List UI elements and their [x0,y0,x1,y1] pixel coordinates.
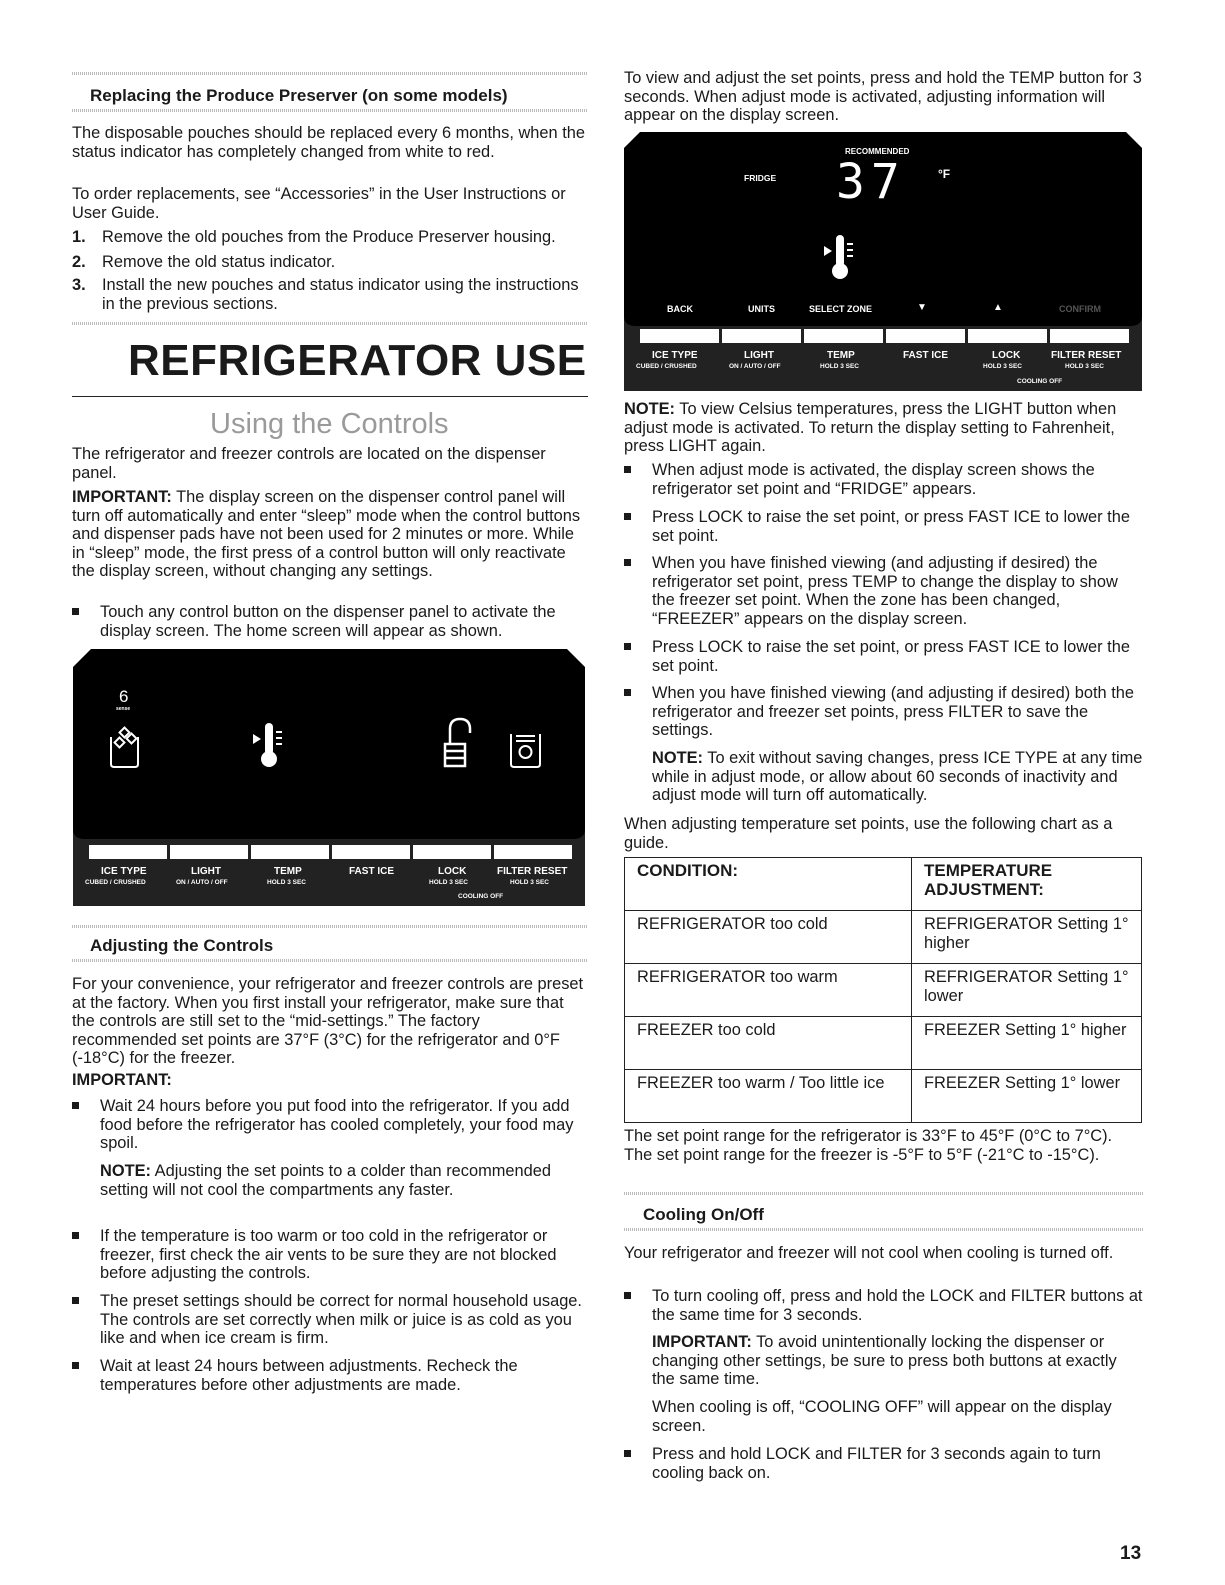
bullet-icon [72,1102,79,1109]
temperature-readout: 37 [836,154,906,210]
main-title: REFRIGERATOR USE [128,336,587,385]
cooling-heading: Cooling On/Off [643,1205,764,1224]
bullet-text: Press LOCK to raise the set point, or press FAST ICE to lower the set point. [652,508,1130,545]
sense-number: 6 [119,687,129,706]
bullet-text: The preset settings should be correct for normal household usage. The controls are set correctly when milk or juice is as cold as you like and when ice cream is firm. [100,1292,582,1347]
water-filter-icon [511,734,540,767]
step-text: Remove the old pouches from the Produce Preserver housing. [102,228,556,246]
back-button[interactable]: BACK [667,304,693,314]
filter-reset-button[interactable]: FILTER RESET [497,866,568,877]
step-number: 1. [72,228,86,246]
bullet-text: When you have finished viewing (and adjusting if desired) both the refrigerator and freezer set points, press FILTER to save the settings. [652,684,1134,739]
bullet-text: Press LOCK to raise the set point, or press FAST ICE to lower the set point. [652,638,1130,675]
temp-button[interactable]: TEMP [827,350,855,361]
step-text: Install the new pouches and status indicator using the instructions in the previous sections. [102,276,579,313]
note-text: Adjusting the set points to a colder than recommended setting will not cool the compartments any faster. [100,1162,551,1199]
lock-button[interactable]: LOCK [438,866,467,877]
divider [624,1228,1143,1231]
important-text: The display screen on the dispenser control panel will turn off automatically and enter “sleep” mode when the control buttons and dispenser pads have not been used for 2 minutes or more. While in “sleep” mode, the first press of a control button will only reactivate the display screen, without changing any settings. [72,488,581,580]
ice-type-button[interactable]: ICE TYPE [652,350,698,361]
chart-intro: When adjusting temperature set points, use the following chart as a guide. [624,815,1113,852]
important-label: IMPORTANT: [72,1071,172,1089]
button-sub-label: ON / AUTO / OFF [176,879,228,886]
adjustment-table [624,857,1142,1123]
table-cell: REFRIGERATOR too cold [625,911,912,964]
fridge-label: FRIDGE [744,173,777,183]
button-pad [886,329,965,343]
button-pad [968,329,1047,343]
table-header-row [625,858,1142,911]
table-cell: FREEZER Setting 1° higher [912,1017,1142,1070]
bullet-text: When adjust mode is activated, the display screen shows the refrigerator set point and “FRIDGE” appears. [652,461,1095,498]
button-pad [413,845,491,859]
thermometer-icon [824,235,853,279]
button-sub-label: HOLD 3 SEC [267,879,307,886]
note-label: NOTE: [652,749,703,767]
table-row [625,1017,1142,1070]
lock-icon [445,719,470,766]
fast-ice-button[interactable]: FAST ICE [349,866,395,877]
lock-button[interactable]: LOCK [992,350,1021,361]
unit-label: °F [938,167,951,181]
table-cell: FREEZER too cold [625,1017,912,1070]
section-title: Using the Controls [210,408,449,440]
bullet-text: Wait 24 hours before you put food into the refrigerator. If you add food before the refrigerator has cooled completely, your food may spoil. [100,1097,574,1152]
button-sub-label: HOLD 3 SEC [820,363,860,370]
note-text: To view Celsius temperatures, press the LIGHT button when adjust mode is activated. To return the display setting to Fahrenheit, press LIGHT again. [624,400,1117,455]
important-label: IMPORTANT: [72,488,172,506]
divider [624,1192,1143,1195]
button-sub-label: HOLD 3 SEC [429,879,469,886]
ice-bucket-icon [111,728,138,767]
bullet-text: Touch any control button on the dispenser panel to activate the display screen. The home screen will appear as shown. [100,603,556,640]
bullet-icon [72,608,79,615]
cooling-off-label: COOLING OFF [458,893,504,900]
intro-paragraph: To view and adjust the set points, press and hold the TEMP button for 3 seconds. When adjust mode is activated, adjusting information will appear on the display screen. [624,69,1142,124]
note-label: NOTE: [624,400,675,418]
important-label: IMPORTANT: [652,1333,752,1351]
fast-ice-button[interactable]: FAST ICE [903,350,949,361]
range-paragraph: The set point range for the refrigerator is 33°F to 45°F (0°C to 7°C). The set point range for the freezer is -5°F to 5°F (-21°C to -15°C). [624,1127,1113,1164]
button-pad [640,329,719,343]
produce-paragraph-2: To order replacements, see “Accessories” in the User Instructions or User Guide. [72,185,566,222]
adjusting-paragraph: For your convenience, your refrigerator and freezer controls are preset at the factory. When you first install your refrigerator, make sure that the controls are still set to the “mid-settings.” The factory recommended set points are 37°F (3°C) for the refrigerator and 0°F (-18°C) for the freezer. [72,975,584,1067]
bullet-icon [624,559,631,566]
cooling-paragraph: Your refrigerator and freezer will not cool when cooling is turned off. [624,1244,1114,1262]
bullet-text: Press and hold LOCK and FILTER for 3 seconds again to turn cooling back on. [652,1445,1101,1482]
select-zone-button[interactable]: SELECT ZONE [809,304,873,314]
ice-type-button[interactable]: ICE TYPE [101,866,147,877]
button-sub-label: ON / AUTO / OFF [729,363,781,370]
step-text: Remove the old status indicator. [102,253,336,271]
divider [72,396,588,397]
bullet-text: When you have finished viewing (and adjusting if desired) the refrigerator set point, press TEMP to change the display to show the freezer set point. When the zone has been changed, “FREEZER” appears on the display screen. [652,554,1118,628]
light-button[interactable]: LIGHT [744,350,774,361]
light-button[interactable]: LIGHT [191,866,221,877]
adjust-screen-panel [624,132,1142,391]
table-cell: REFRIGERATOR Setting 1° higher [912,911,1142,964]
sense-label: sense [116,706,131,712]
button-pad [332,845,410,859]
page-number: 13 [1120,1543,1142,1564]
divider [72,925,588,928]
table-cell: REFRIGERATOR Setting 1° lower [912,964,1142,1017]
bullet-icon [624,1450,631,1457]
bullet-icon [624,643,631,650]
column-header: CONDITION: [625,858,912,911]
bullet-icon [624,689,631,696]
cooling-off-label: COOLING OFF [1017,378,1063,385]
button-sub-label: CUBED / CRUSHED [85,879,146,886]
button-pad [251,845,329,859]
button-sub-label: CUBED / CRUSHED [636,363,697,370]
adjusting-heading: Adjusting the Controls [90,936,274,955]
bullet-text: If the temperature is too warm or too cold in the refrigerator or freezer, first check the air vents to be sure they are not blocked before adjusting the controls. [100,1227,557,1282]
units-button[interactable]: UNITS [748,304,775,314]
divider [72,322,588,325]
divider [72,959,588,962]
bullet-icon [72,1232,79,1239]
note-paragraph [624,400,1144,456]
column-header: TEMPERATURE ADJUSTMENT: [912,858,1142,911]
table-row [625,911,1142,964]
button-pad [494,845,572,859]
divider [72,72,588,75]
cooling-off-paragraph: When cooling is off, “COOLING OFF” will appear on the display screen. [652,1398,1112,1435]
important-paragraph [72,488,587,581]
bullet-icon [72,1362,79,1369]
thermometer-icon [253,723,282,767]
step-number: 3. [72,276,86,294]
note-paragraph [100,1162,587,1199]
note-label: NOTE: [100,1162,151,1180]
bullet-icon [624,1292,631,1299]
button-pad [170,845,248,859]
note-text: To exit without saving changes, press ICE TYPE at any time while in adjust mode, or allow about 60 seconds of inactivity and adjust mode will turn off automatically. [652,749,1143,804]
table-cell: FREEZER Setting 1° lower [912,1070,1142,1123]
note-paragraph [652,749,1144,805]
produce-preserver-heading: Replacing the Produce Preserver (on some models) [90,86,508,105]
button-sub-label: HOLD 3 SEC [983,363,1023,370]
button-pad [722,329,801,343]
bullet-icon [624,513,631,520]
down-arrow-button[interactable]: ▼ [917,302,927,313]
button-pad [1050,329,1129,343]
produce-paragraph-1: The disposable pouches should be replaced every 6 months, when the status indicator has completely changed from white to red. [72,124,585,161]
table-row [625,1070,1142,1123]
button-pad [89,845,167,859]
bullet-text: To turn cooling off, press and hold the LOCK and FILTER buttons at the same time for 3 seconds. [652,1287,1143,1324]
temp-button[interactable]: TEMP [274,866,302,877]
table-row [625,964,1142,1017]
divider [72,109,588,112]
important-text: To avoid unintentionally locking the dispenser or changing other settings, be sure to press both buttons at exactly the same time. [652,1333,1117,1388]
table-cell: FREEZER too warm / Too little ice [625,1070,912,1123]
home-screen-panel [73,649,585,906]
bullet-icon [72,1297,79,1304]
table-cell: REFRIGERATOR too warm [625,964,912,1017]
up-arrow-button[interactable]: ▲ [993,302,1003,313]
filter-reset-button[interactable]: FILTER RESET [1051,350,1122,361]
important-paragraph [652,1333,1144,1389]
bullet-text: Wait at least 24 hours between adjustments. Recheck the temperatures before other adjustments are made. [100,1357,518,1394]
step-number: 2. [72,253,86,271]
button-sub-label: HOLD 3 SEC [1065,363,1105,370]
button-pad [804,329,883,343]
controls-paragraph: The refrigerator and freezer controls are located on the dispenser panel. [72,445,546,482]
button-sub-label: HOLD 3 SEC [510,879,550,886]
bullet-icon [624,466,631,473]
confirm-button[interactable]: CONFIRM [1059,304,1101,314]
recommended-label: RECOMMENDED [845,147,910,156]
